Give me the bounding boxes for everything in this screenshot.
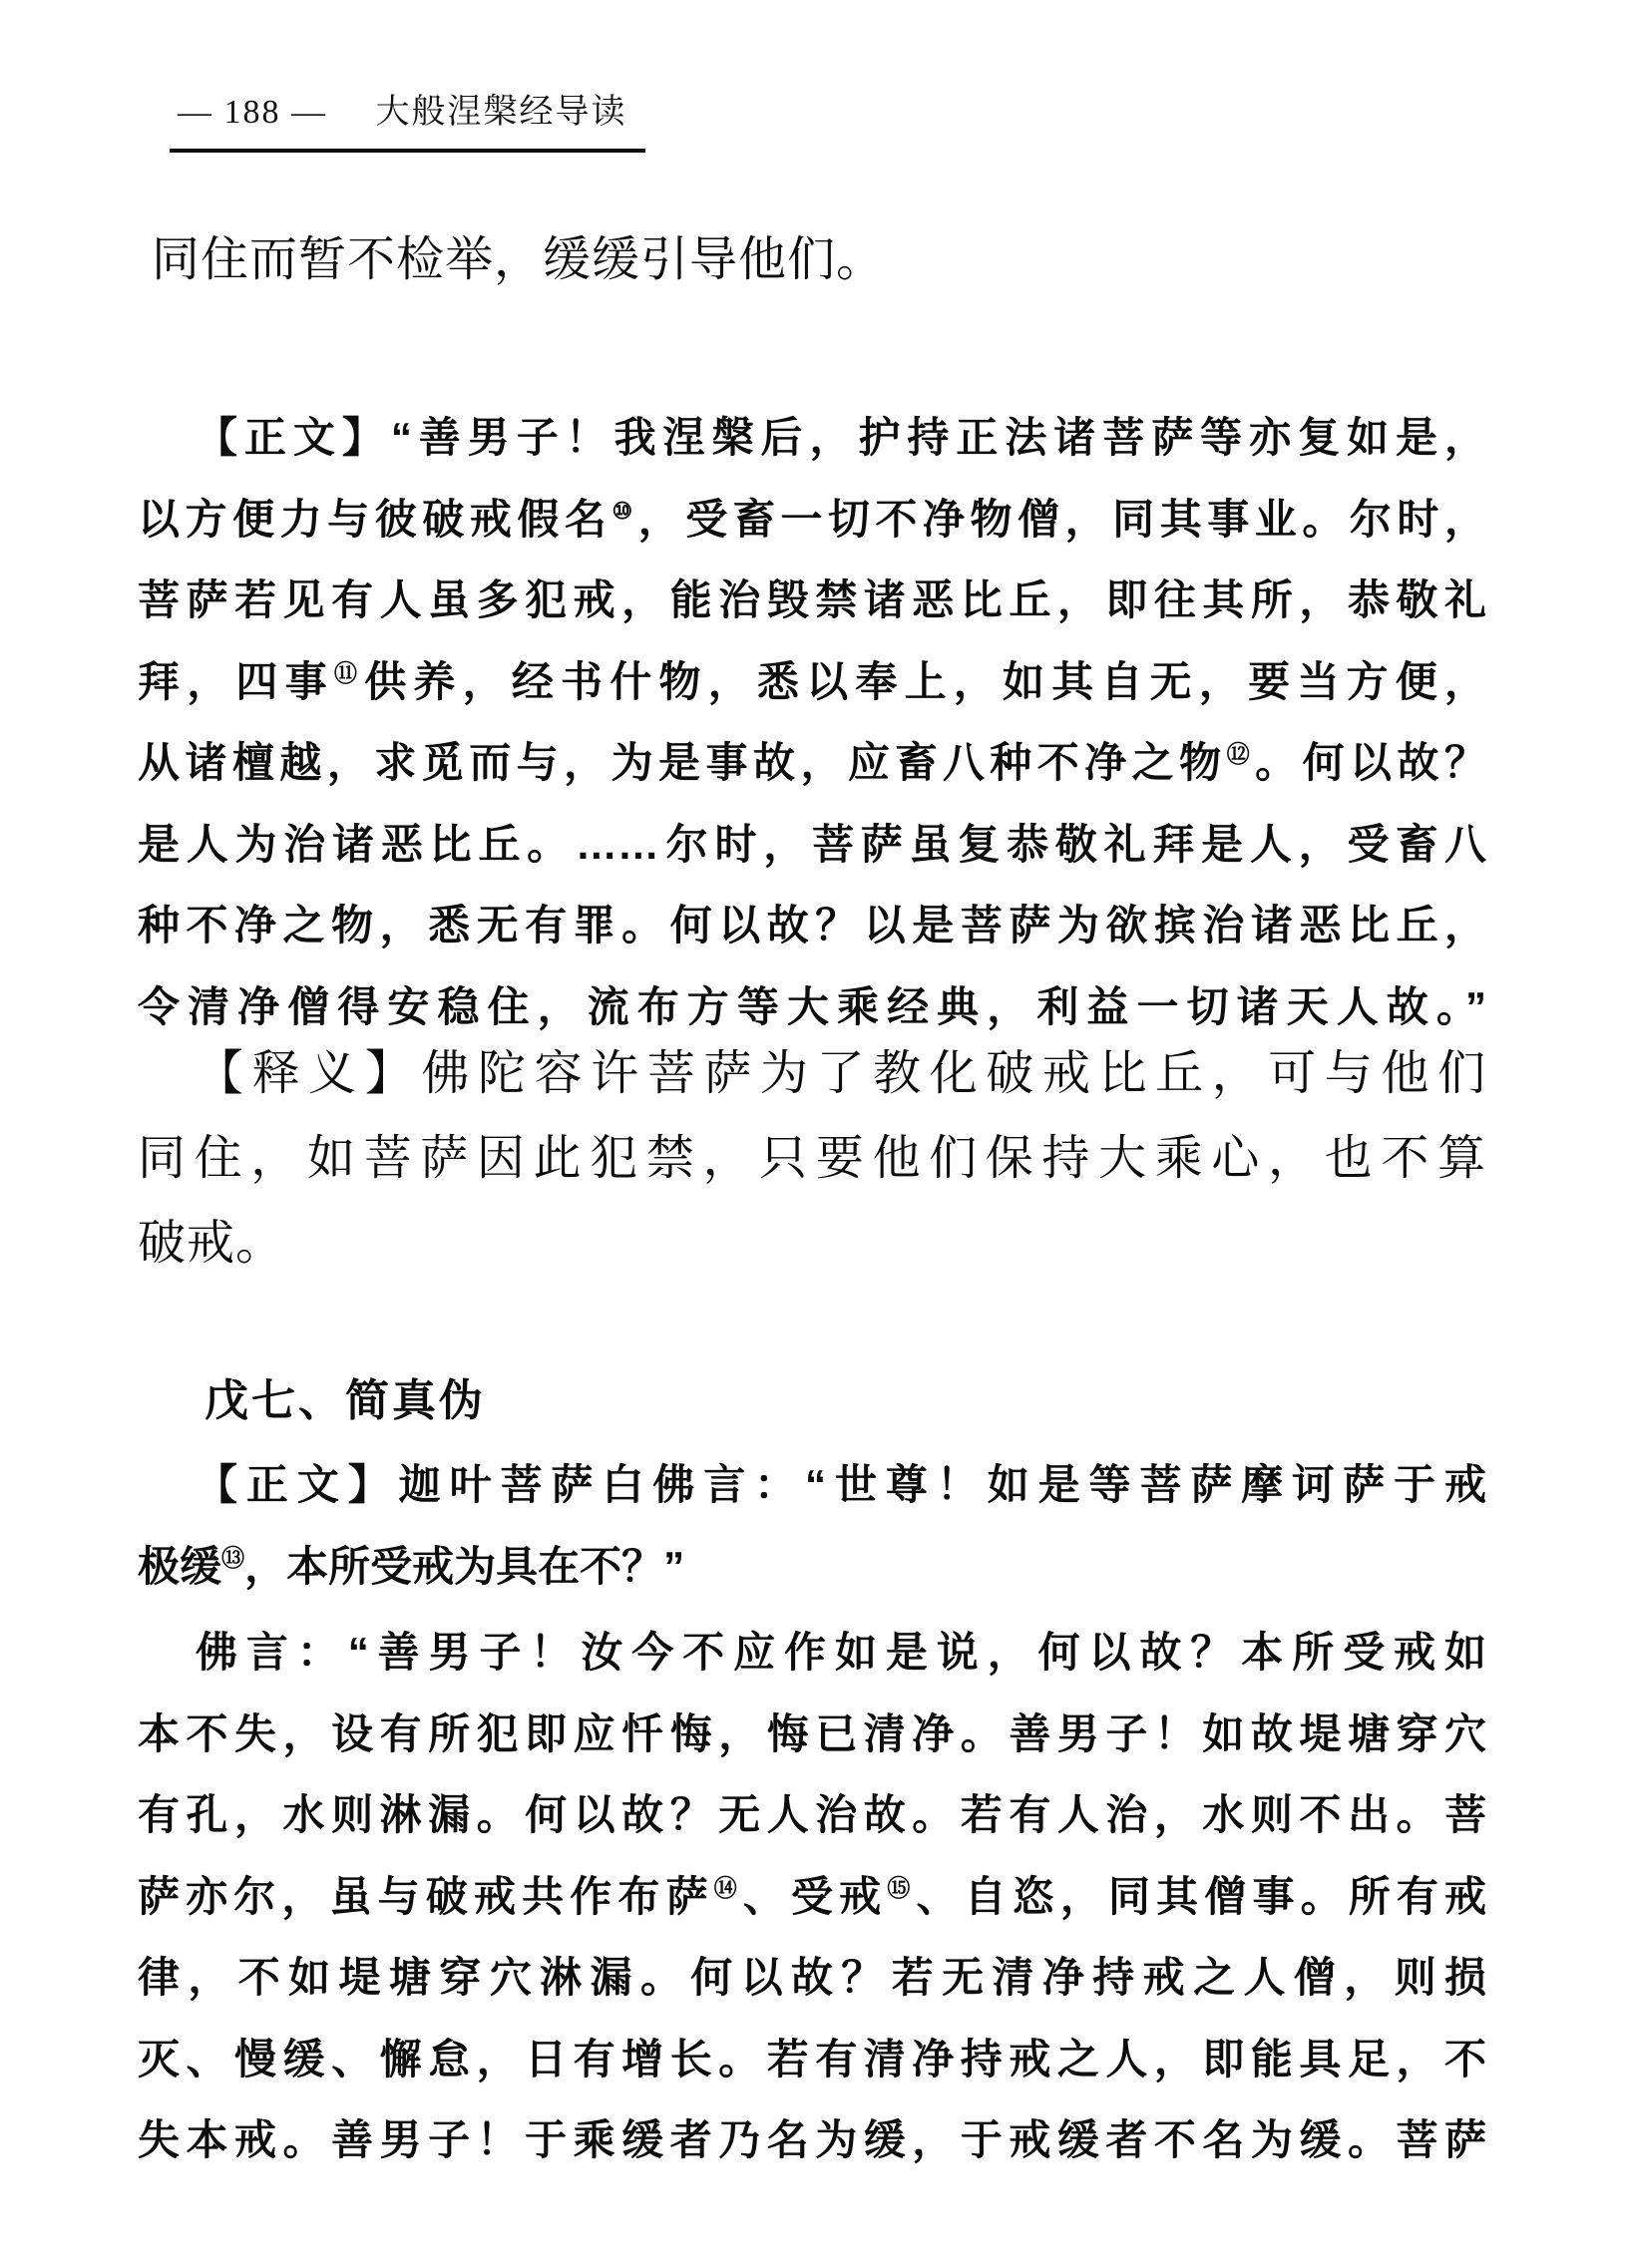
text-line: 萨亦尔，虽与破戒共作布萨⑭、受戒⑮、自恣，同其僧事。所有戒 xyxy=(138,1872,1486,1920)
text-line: 佛言：“善男子！汝今不应作如是说，何以故？本所受戒如 xyxy=(196,1629,1486,1676)
text-line: 极缓⑬，本所受戒为具在不？” xyxy=(138,1542,685,1590)
page-number: — 188 — xyxy=(178,94,327,131)
scripture-paragraph-1 xyxy=(138,397,1486,1047)
text-line: 破戒。 xyxy=(138,1217,285,1270)
text-line: 有孔，水则淋漏。何以故？无人治故。若有人治，水则不出。菩 xyxy=(138,1791,1486,1838)
text-line: 本不失，设有所犯即应忏悔，悔已清净。善男子！如故堤塘穿穴 xyxy=(138,1709,1486,1757)
scripture-paragraph-2 xyxy=(138,1444,1486,1607)
scripture-paragraph-3 xyxy=(138,1612,1486,2181)
text-line: 【释义】佛陀容许菩萨为了教化破戒比丘，可与他们 xyxy=(196,1047,1486,1100)
text-line: 【正文】“善男子！我涅槃后，护持正法诸菩萨等亦复如是， xyxy=(196,414,1486,461)
section-heading: 戊七、简真伪 xyxy=(204,1376,486,1425)
text-line: 菩萨若见有人虽多犯戒，能治毁禁诸恶比丘，即往其所，恭敬礼 xyxy=(138,576,1486,623)
text-line: 拜，四事⑪供养，经书什物，悉以奉上，如其自无，要当方便， xyxy=(138,657,1486,705)
text-line: 同住，如菩萨因此犯禁，只要他们保持大乘心，也不算 xyxy=(138,1132,1486,1185)
text-line: 同住而暂不检举，缓缓引导他们。 xyxy=(152,233,886,286)
page-header xyxy=(170,84,645,153)
continuation-paragraph xyxy=(152,217,1486,302)
text-line: 种不净之物，悉无有罪。何以故？以是菩萨为欲摈治诸恶比丘， xyxy=(138,902,1486,948)
text-line: 从诸檀越，求觅而与，为是事故，应畜八种不净之物⑫。何以故？ xyxy=(138,739,1486,786)
text-line: 灭、慢缓、懈怠，日有增长。若有清净持戒之人，即能具足，不 xyxy=(138,2035,1486,2082)
text-line: 律，不如堤塘穿穴淋漏。何以故？若无清净持戒之人僧，则损 xyxy=(138,1954,1486,2001)
text-line: 【正文】迦叶菩萨白佛言：“世尊！如是等菩萨摩诃萨于戒 xyxy=(196,1461,1486,1508)
book-title: 大般涅槃经导读 xyxy=(375,94,627,131)
text-line: 失本戒。善男子！于乘缓者乃名为缓，于戒缓者不名为缓。菩萨 xyxy=(138,2116,1486,2163)
text-line: 令清净僧得安稳住，流布方等大乘经典，利益一切诸天人故。” xyxy=(138,982,1486,1030)
text-line: 是人为治诸恶比丘。……尔时，菩萨虽复恭敬礼拜是人，受畜八 xyxy=(138,820,1486,868)
text-line: 以方便力与彼破戒假名⑩，受畜一切不净物僧，同其事业。尔时， xyxy=(138,495,1486,543)
exegesis-paragraph xyxy=(138,1031,1486,1286)
